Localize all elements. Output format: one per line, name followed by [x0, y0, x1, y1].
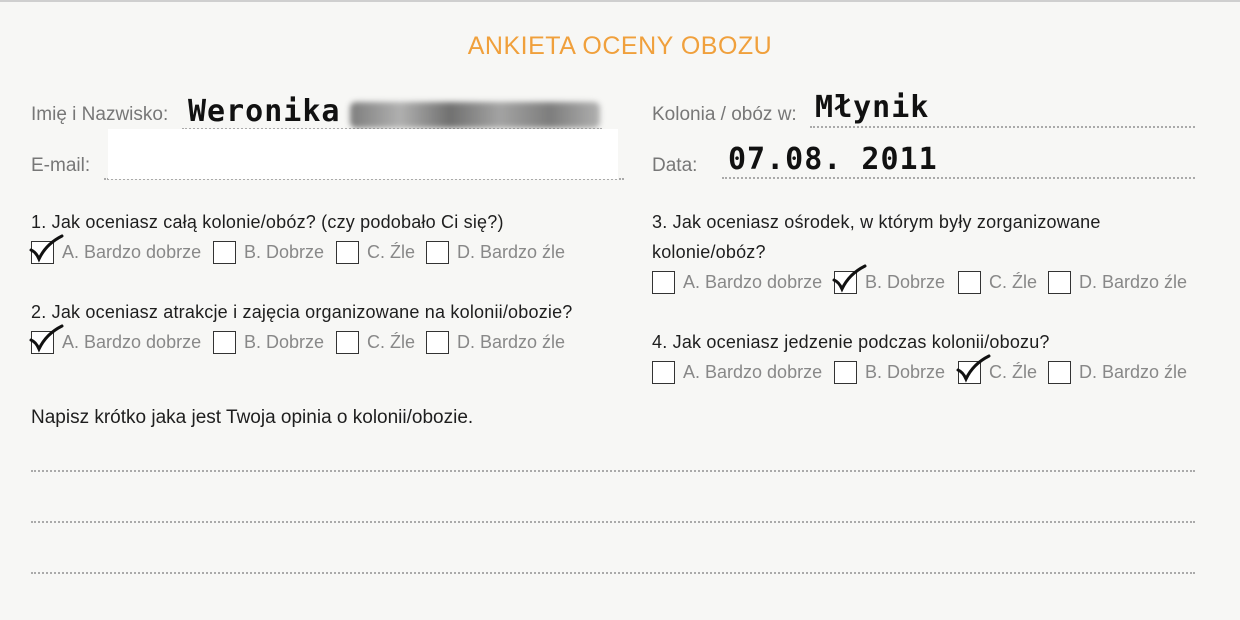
q4-checkbox-b[interactable]: [834, 361, 857, 384]
q4-checkbox-d[interactable]: [1048, 361, 1071, 384]
q2-checkbox-a[interactable]: [31, 331, 54, 354]
name-blurred-surname: [350, 102, 600, 128]
checkmark-icon: [955, 352, 991, 382]
q2-checkbox-b[interactable]: [213, 331, 236, 354]
q1-option-label-d: D. Bardzo źle: [457, 242, 566, 262]
q4-option-label-d: D. Bardzo źle: [1079, 362, 1188, 382]
q3-option-c[interactable]: [958, 271, 1037, 294]
q1-option-label-a: A. Bardzo dobrze: [62, 242, 202, 262]
colony-label: Kolonia / obóz w:: [652, 104, 797, 125]
q2-option-a[interactable]: [31, 331, 201, 354]
checkmark-icon: [831, 262, 867, 292]
q3-option-label-c: C. Źle: [989, 272, 1038, 292]
opinion-prompt: Napisz krótko jaka jest Twoja opinia o kolonii/obozie.: [31, 407, 474, 428]
email-redacted-box[interactable]: [108, 129, 618, 179]
q3-option-b[interactable]: [834, 271, 945, 294]
question-2: 2. Jak oceniasz atrakcje i zajęcia organizowane na kolonii/obozie?: [31, 302, 573, 322]
opinion-line-2[interactable]: [31, 521, 1195, 523]
survey-title: ANKIETA OCENY OBOZU: [467, 32, 773, 60]
q4-option-label-c: C. Źle: [989, 362, 1038, 382]
q3-option-label-a: A. Bardzo dobrze: [683, 272, 823, 292]
opinion-line-1[interactable]: [31, 470, 1195, 472]
q2-option-label-c: C. Źle: [367, 332, 416, 352]
q3-option-d[interactable]: [1048, 271, 1187, 294]
q3-option-a[interactable]: [652, 271, 822, 294]
question-3-line-2: kolonie/obóz?: [652, 242, 766, 262]
opinion-line-3[interactable]: [31, 572, 1195, 574]
q4-option-d[interactable]: [1048, 361, 1187, 384]
q1-option-c[interactable]: [336, 241, 415, 264]
q2-option-label-d: D. Bardzo źle: [457, 332, 566, 352]
q1-option-label-c: C. Źle: [367, 242, 416, 262]
q4-checkbox-c[interactable]: [958, 361, 981, 384]
q1-option-b[interactable]: [213, 241, 324, 264]
colony-line: [810, 126, 1195, 128]
q4-option-c[interactable]: [958, 361, 1037, 384]
q2-option-d[interactable]: [426, 331, 565, 354]
q4-option-label-a: A. Bardzo dobrze: [683, 362, 823, 382]
q2-option-label-b: B. Dobrze: [244, 332, 325, 352]
question-4: 4. Jak oceniasz jedzenie podczas kolonii/obozu?: [652, 332, 1050, 352]
date-line: [722, 177, 1195, 179]
q1-option-a[interactable]: [31, 241, 201, 264]
q2-checkbox-c[interactable]: [336, 331, 359, 354]
q3-option-label-b: B. Dobrze: [865, 272, 946, 292]
q2-option-b[interactable]: [213, 331, 324, 354]
q3-checkbox-c[interactable]: [958, 271, 981, 294]
question-1: 1. Jak oceniasz całą kolonie/obóz? (czy podobało Ci się?): [31, 212, 504, 232]
q1-checkbox-a[interactable]: [31, 241, 54, 264]
q4-option-b[interactable]: [834, 361, 945, 384]
q4-option-a[interactable]: [652, 361, 822, 384]
q2-option-c[interactable]: [336, 331, 415, 354]
q4-option-label-b: B. Dobrze: [865, 362, 946, 382]
q3-checkbox-b[interactable]: [834, 271, 857, 294]
colony-value[interactable]: Młynik: [815, 90, 930, 125]
date-label: Data:: [652, 155, 698, 176]
q3-checkbox-d[interactable]: [1048, 271, 1071, 294]
q1-option-label-b: B. Dobrze: [244, 242, 325, 262]
date-value[interactable]: 07.08. 2011: [728, 142, 938, 177]
q3-option-label-d: D. Bardzo źle: [1079, 272, 1188, 292]
q4-checkbox-a[interactable]: [652, 361, 675, 384]
q1-checkbox-c[interactable]: [336, 241, 359, 264]
question-3-line-1: 3. Jak oceniasz ośrodek, w którym były zorganizowane: [652, 212, 1101, 232]
name-value[interactable]: Weronika: [188, 94, 341, 129]
q1-option-d[interactable]: [426, 241, 565, 264]
q2-checkbox-d[interactable]: [426, 331, 449, 354]
q1-checkbox-d[interactable]: [426, 241, 449, 264]
name-label: Imię i Nazwisko:: [31, 104, 169, 125]
q3-checkbox-a[interactable]: [652, 271, 675, 294]
email-label: E-mail:: [31, 155, 91, 176]
checkmark-icon: [28, 322, 64, 352]
q1-checkbox-b[interactable]: [213, 241, 236, 264]
q2-option-label-a: A. Bardzo dobrze: [62, 332, 202, 352]
checkmark-icon: [28, 232, 64, 262]
